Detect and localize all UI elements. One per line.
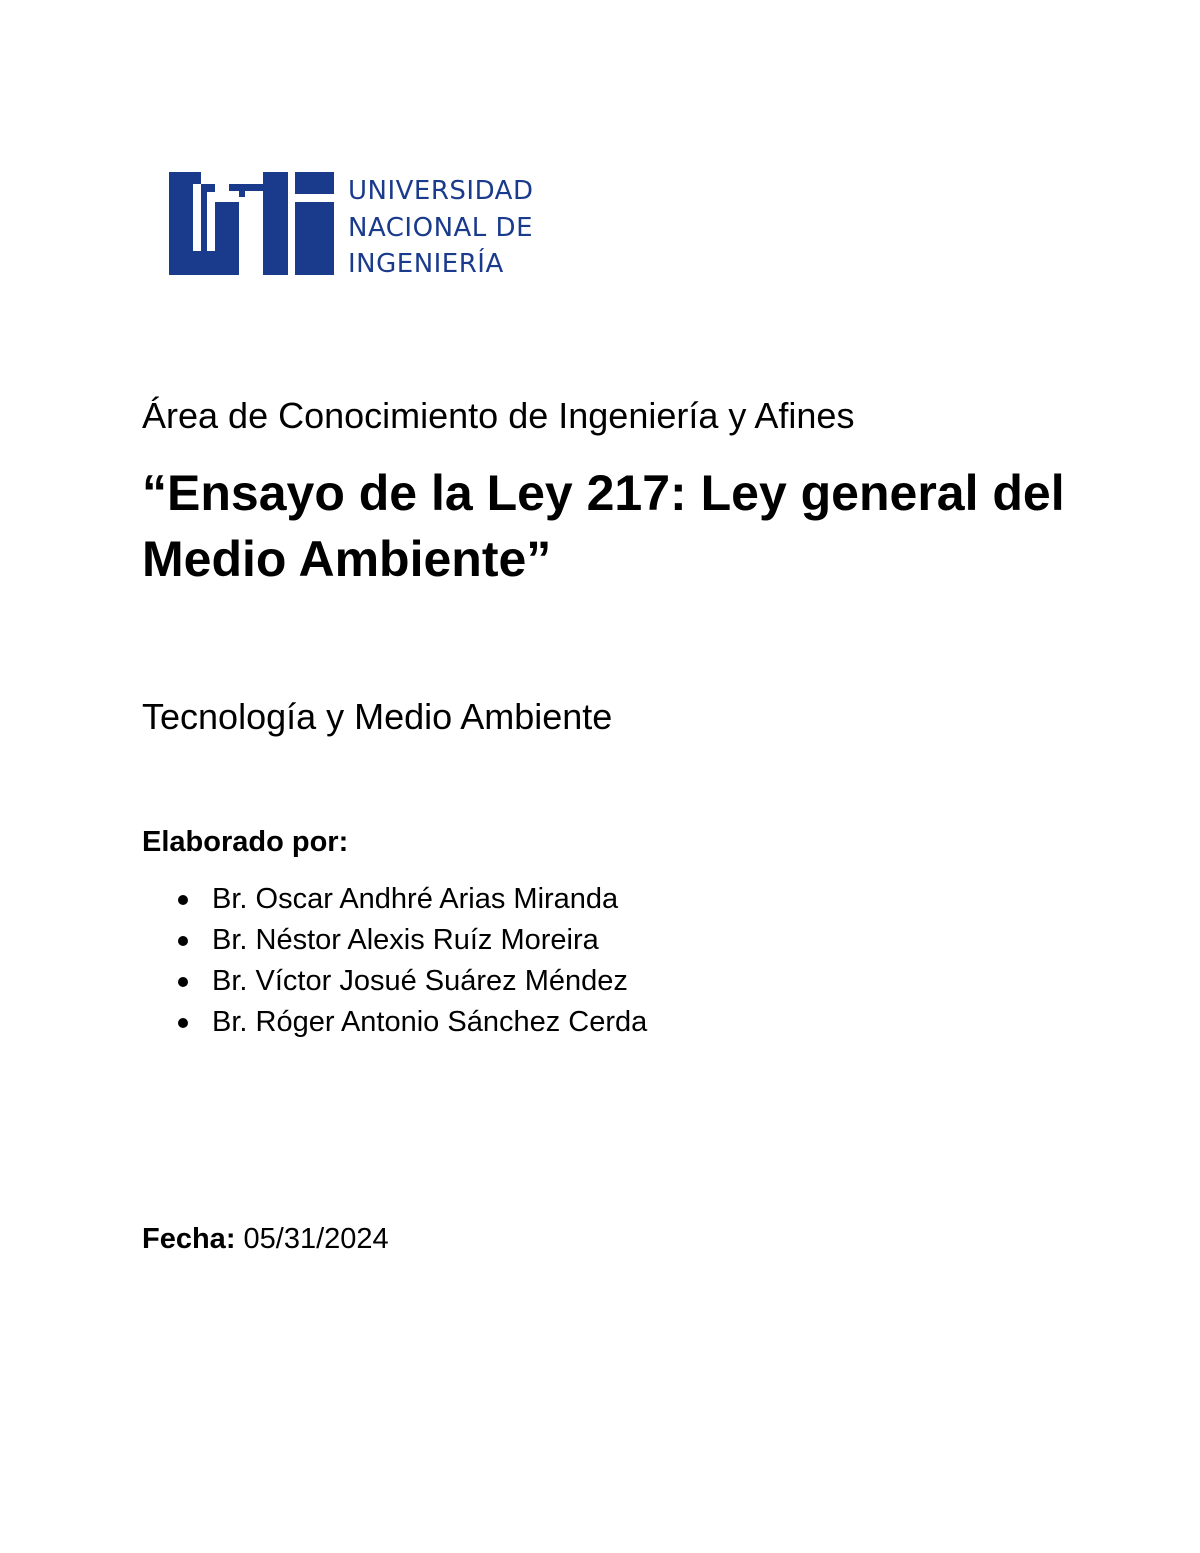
author-name: Br. Víctor Josué Suárez Méndez xyxy=(212,965,628,997)
university-name xyxy=(348,173,533,283)
bullet-icon xyxy=(178,895,188,905)
list-item xyxy=(142,1002,647,1043)
author-name: Br. Oscar Andhré Arias Miranda xyxy=(212,883,619,915)
date-line xyxy=(142,1221,389,1257)
date-label: Fecha: xyxy=(142,1223,236,1255)
list-item xyxy=(142,879,647,920)
list-item xyxy=(142,920,647,961)
bullet-icon xyxy=(178,936,188,946)
uni-emblem-icon xyxy=(169,172,334,275)
knowledge-area: Área de Conocimiento de Ingeniería y Afines xyxy=(142,395,855,436)
authors-list xyxy=(142,879,647,1043)
bullet-icon xyxy=(178,977,188,987)
list-item xyxy=(142,961,647,1002)
date-value: 05/31/2024 xyxy=(243,1223,389,1255)
bullet-icon xyxy=(178,1018,188,1028)
author-name: Br. Néstor Alexis Ruíz Moreira xyxy=(212,924,599,956)
document-title: “Ensayo de la Ley 217: Ley general del Medio Ambiente” xyxy=(142,465,1065,587)
authors-heading: Elaborado por: xyxy=(142,826,349,858)
logo-line-1: UNIVERSIDAD xyxy=(348,176,534,206)
course-subject: Tecnología y Medio Ambiente xyxy=(142,696,613,737)
logo-line-3: INGENIERÍA xyxy=(348,249,504,279)
university-logo xyxy=(169,172,539,279)
logo-line-2: NACIONAL DE xyxy=(348,212,533,243)
author-name: Br. Róger Antonio Sánchez Cerda xyxy=(212,1006,648,1038)
